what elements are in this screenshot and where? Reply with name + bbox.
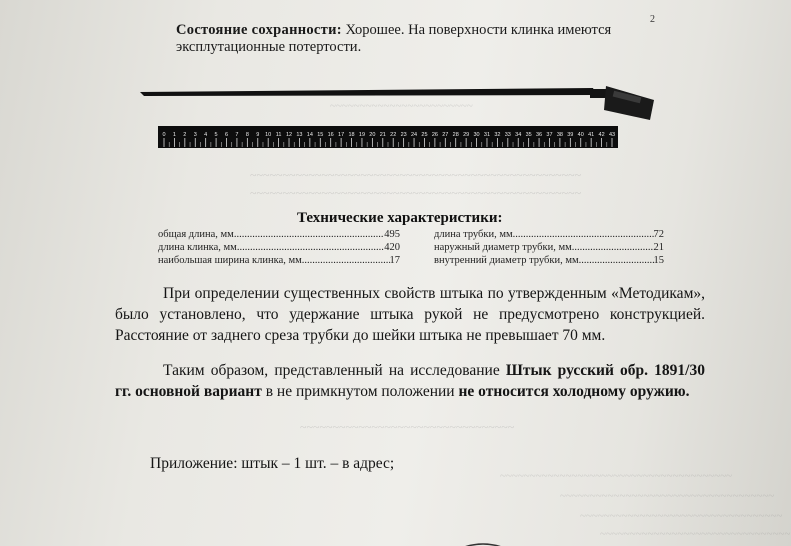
ruler-number: 30 <box>473 132 480 138</box>
ruler-number: 39 <box>567 132 574 138</box>
ruler-number: 35 <box>525 132 532 138</box>
ruler-number: 33 <box>504 132 511 138</box>
ruler-number: 15 <box>317 132 324 138</box>
conclusion-text: в не примкнутом положении <box>261 383 459 400</box>
ruler-number: 40 <box>577 132 584 138</box>
ruler-number: 6 <box>224 132 229 138</box>
condition-paragraph <box>176 22 666 56</box>
spec-row <box>158 241 400 254</box>
spec-value: 495 <box>384 229 400 240</box>
ruler-number: 34 <box>515 132 522 138</box>
ruler-number: 2 <box>183 132 187 138</box>
ruler-number: 20 <box>369 132 376 138</box>
ruler-number: 7 <box>235 132 239 138</box>
ruler-number: 37 <box>546 132 553 138</box>
page-number: 2 <box>650 14 655 25</box>
ruler-number: 16 <box>327 132 334 138</box>
spec-row <box>158 254 400 267</box>
spec-row <box>434 254 664 267</box>
ruler-number: 12 <box>285 132 293 138</box>
ruler-number: 43 <box>608 132 616 138</box>
spec-value: 72 <box>653 229 664 240</box>
spec-value: 17 <box>389 255 400 266</box>
spec-label: общая длина, мм <box>158 229 234 240</box>
condition-text: Хорошее. На поверхности клинка имеются эксплутационные потертости. <box>176 22 612 55</box>
show-through-text: ~~~~~~~~~~~~~~~~~~~~~~~~ <box>330 100 473 112</box>
ruler-number: 36 <box>536 132 543 138</box>
ruler-number: 5 <box>214 132 218 138</box>
bayonet-photo <box>138 80 658 152</box>
spec-row <box>158 228 400 241</box>
paragraph-text: При определении существенных свойств штыка по утвержденным «Методикам», было установлено, что удержание штыка рукой не предусмотрено конструкцией. Расстояние от заднего среза трубки до шейки штыка не превышает 70 мм. <box>115 285 705 344</box>
ruler-number: 8 <box>245 132 249 138</box>
ruler-number: 22 <box>390 132 397 138</box>
ruler-number: 0 <box>162 132 166 138</box>
spec-label: длина трубки, мм <box>434 229 513 240</box>
ruler-number: 27 <box>442 132 449 138</box>
body-paragraph-2 <box>115 360 705 402</box>
ruler-number: 9 <box>256 132 260 138</box>
ruler-number: 28 <box>452 132 459 138</box>
body-paragraph-1 <box>115 283 705 346</box>
ruler-number: 23 <box>400 132 407 138</box>
ruler-number: 25 <box>421 132 428 138</box>
ruler-number: 24 <box>410 132 418 138</box>
spec-label: наружный диаметр трубки, мм <box>434 242 572 253</box>
ruler-number: 31 <box>483 132 491 138</box>
ruler-number: 13 <box>296 132 303 138</box>
ruler-number: 3 <box>193 132 197 138</box>
spec-value: 420 <box>384 242 400 253</box>
specs-right-column <box>434 228 664 267</box>
spec-value: 15 <box>653 255 664 266</box>
ruler-number: 26 <box>431 132 438 138</box>
show-through-text: ~~~~~~~~~~~~~~~~~~~~~~~~~~~~~~~~~~~~~~~~~~~~~~~~~~~ <box>250 168 582 182</box>
ruler-number: 32 <box>494 132 501 138</box>
item-name: Штык русский обр. 1891/30 гг. основной вариант <box>115 362 705 400</box>
ruler-number: 41 <box>588 132 595 138</box>
show-through-text: ~~~~~~~~~~~~~~~~~~~~~~~~~~~~~~~~ <box>600 528 791 540</box>
show-through-text: ~~~~~~~~~~~~~~~~~~~~~~~~~~~~~~~~~~ <box>580 510 783 522</box>
spec-label: наибольшая ширина клинка, мм <box>158 255 302 266</box>
ruler-number: 11 <box>275 132 282 138</box>
condition-label: Состояние сохранности: <box>176 22 342 38</box>
ruler-number: 17 <box>338 132 345 138</box>
ruler-number: 10 <box>265 132 272 138</box>
spec-row <box>434 228 664 241</box>
appendix-line: Приложение: штык – 1 шт. – в адрес; <box>150 455 395 472</box>
stamp-seal <box>428 520 538 546</box>
show-through-text: ~~~~~~~~~~~~~~~~~~~~~~~~~~~~~~~~~~~~ <box>560 490 775 502</box>
ruler-number: 38 <box>556 132 563 138</box>
ruler-number: 29 <box>463 132 470 138</box>
spec-label: внутренний диаметр трубки, мм <box>434 255 579 266</box>
bayonet-blade <box>140 88 596 96</box>
conclusion-verdict: не относится холодному оружию. <box>458 383 690 400</box>
specs-title: Технические характеристики: <box>297 210 503 226</box>
specs-left-column <box>158 228 400 267</box>
ruler-number: 18 <box>348 132 355 138</box>
show-through-text: ~~~~~~~~~~~~~~~~~~~~~~~~~~~~~~~~~~~~~~~ <box>500 470 733 482</box>
show-through-text: ~~~~~~~~~~~~~~~~~~~~~~~~~~~~~~~~~~~~~~~~~~~~~~~~~~~ <box>250 186 582 200</box>
ruler-number: 14 <box>306 132 313 138</box>
bayonet-socket <box>604 86 654 120</box>
spec-label: длина клинка, мм <box>158 242 237 253</box>
spec-value: 21 <box>653 242 664 253</box>
ruler-number: 4 <box>204 132 208 138</box>
ruler-number: 1 <box>172 132 176 138</box>
spec-row <box>434 241 664 254</box>
ruler-number: 21 <box>379 132 386 138</box>
ruler-number: 42 <box>598 132 605 138</box>
show-through-text: ~~~~~~~~~~~~~~~~~~~~~~~~~~~~~~~~~ <box>300 420 515 434</box>
conclusion-text: Таким образом, представленный на исследование <box>163 362 506 379</box>
ruler-number: 19 <box>358 132 366 138</box>
